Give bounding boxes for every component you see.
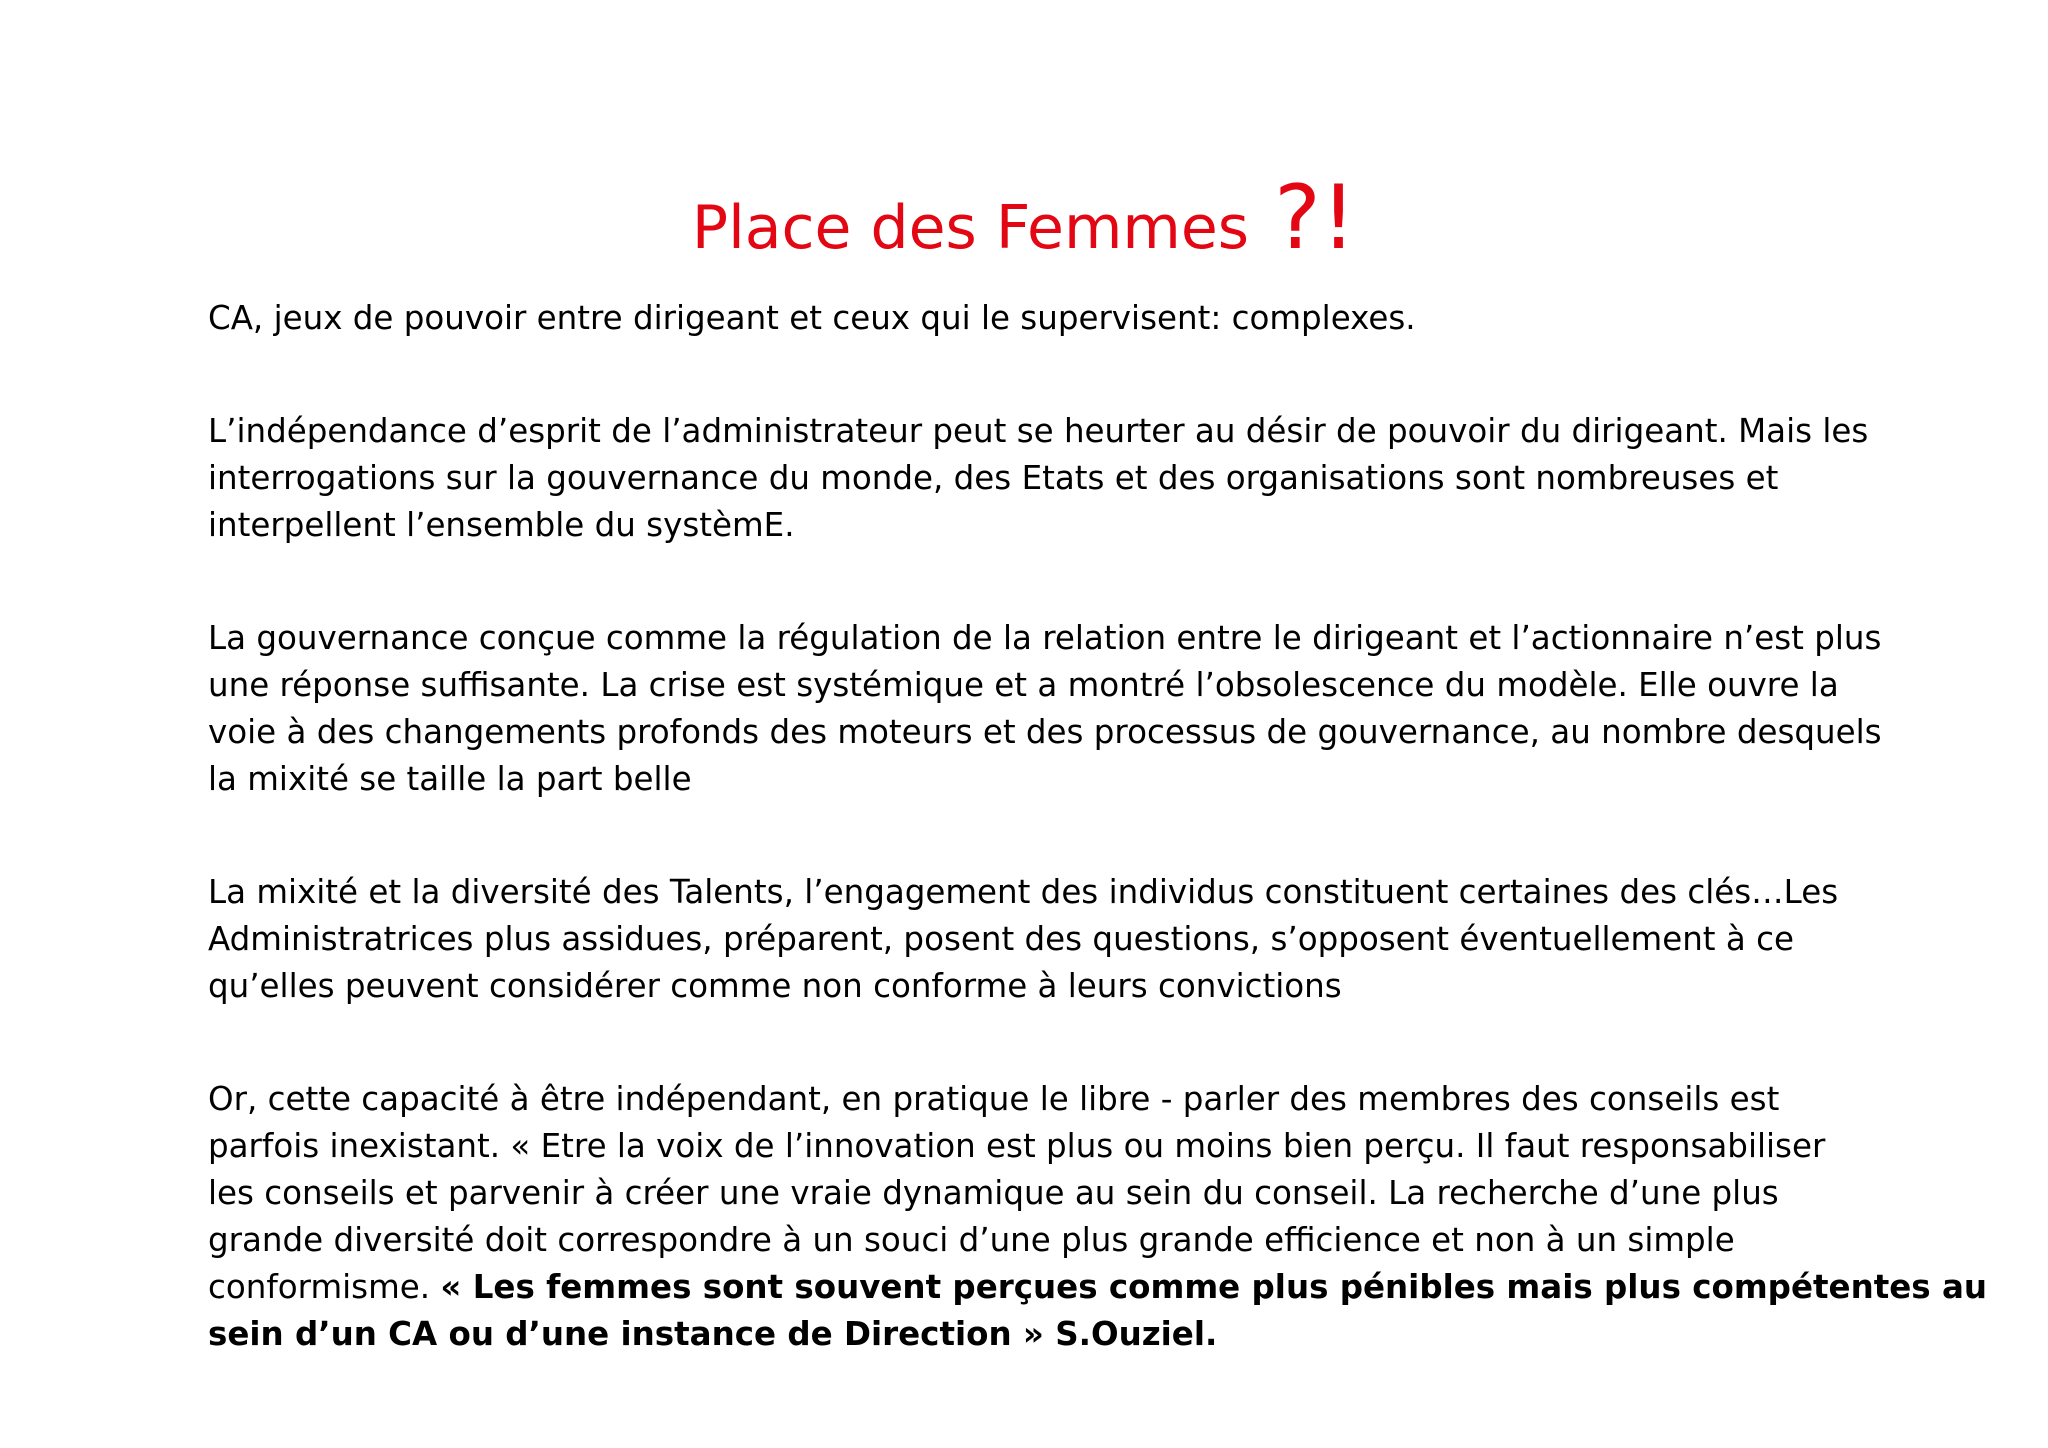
text-line: Or, cette capacité à être indépendant, en pratique le libre - parler des membres des conseils est (208, 1080, 1780, 1118)
text-line: interrogations sur la gouvernance du monde, des Etats et des organisations sont nombreuses et (208, 459, 1779, 497)
text-line: qu’elles peuvent considérer comme non conforme à leurs convictions (208, 967, 1342, 1005)
paragraph-spacer (208, 549, 1848, 615)
text-line: La gouvernance conçue comme la régulation de la relation entre le dirigeant et l’actionnaire n’est plus (208, 619, 1882, 657)
text-line: la mixité se taille la part belle (208, 760, 692, 798)
quote-bold: « Les femmes sont souvent perçues comme plus pénibles mais plus compétentes au (440, 1268, 1988, 1306)
text-line: La mixité et la diversité des Talents, l’engagement des individus constituent certaines des clés…Les (208, 873, 1839, 911)
text-line: Administratrices plus assidues, préparent, posent des questions, s’opposent éventuellement à ce (208, 920, 1794, 958)
slide-body (208, 295, 1988, 1358)
quote-attribution-bold: sein d’un CA ou d’une instance de Direction » S.Ouziel. (208, 1315, 1218, 1353)
paragraph-5 (208, 1076, 1988, 1358)
paragraph-spacer (208, 803, 1848, 869)
paragraph-3 (208, 615, 1882, 803)
paragraph-spacer (208, 1010, 1848, 1076)
text-line: interpellent l’ensemble du systèmE. (208, 506, 795, 544)
paragraph-1 (208, 295, 1848, 342)
paragraph-spacer (208, 342, 1848, 408)
text-line: les conseils et parvenir à créer une vraie dynamique au sein du conseil. La recherche d’une plus (208, 1174, 1779, 1212)
title-punctuation: ?! (1274, 166, 1357, 269)
text-line: CA, jeux de pouvoir entre dirigeant et ceux qui le supervisent: complexes. (208, 299, 1416, 337)
text-plain: conformisme. (208, 1268, 441, 1306)
text-line: voie à des changements profonds des moteurs et des processus de gouvernance, au nombre desquels (208, 713, 1882, 751)
text-line: parfois inexistant. « Etre la voix de l’innovation est plus ou moins bien perçu. Il faut responsabiliser (208, 1127, 1826, 1165)
title-text: Place des Femmes (691, 193, 1250, 263)
text-line: L’indépendance d’esprit de l’administrateur peut se heurter au désir de pouvoir du dirigeant. Mais les (208, 412, 1869, 450)
text-line: une réponse suffisante. La crise est systémique et a montré l’obsolescence du modèle. Elle ouvre la (208, 666, 1839, 704)
text-line-mixed (208, 1264, 1988, 1311)
paragraph-4 (208, 869, 1848, 1010)
paragraph-2 (208, 408, 1869, 549)
slide-title (0, 166, 2048, 270)
text-line: grande diversité doit correspondre à un souci d’une plus grande efficience et non à un simple (208, 1221, 1735, 1259)
